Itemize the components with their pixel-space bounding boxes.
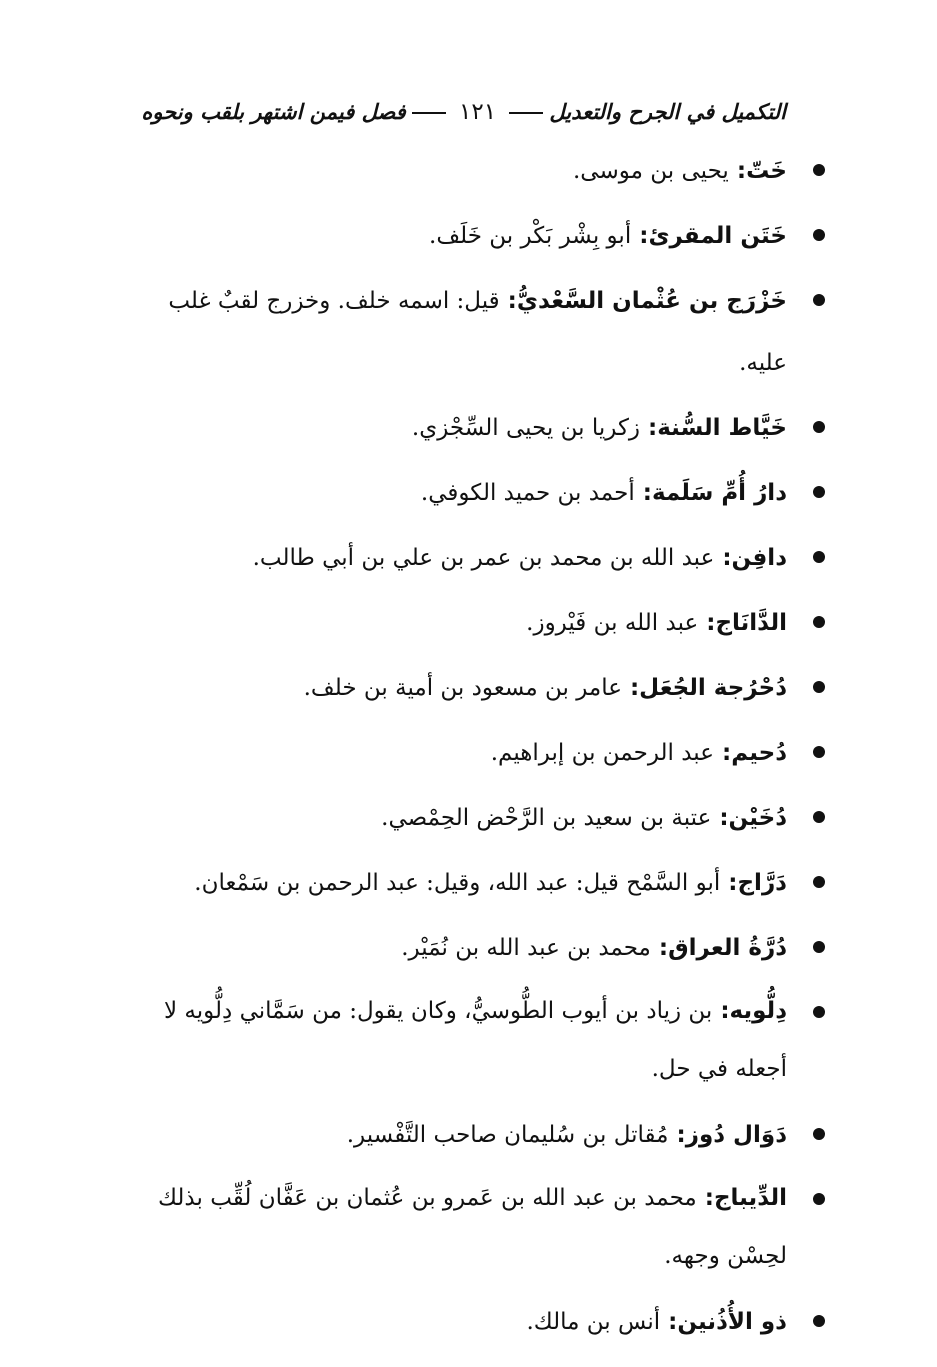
entry-item bbox=[125, 1291, 825, 1353]
entry-colon: : bbox=[720, 870, 738, 896]
entry-definition: أحمد بن حميد الكوفي. bbox=[420, 480, 635, 506]
entry-colon: : bbox=[728, 158, 747, 184]
entry-definition: يحيى بن موسى. bbox=[572, 158, 729, 184]
page-number: ١٢١ bbox=[459, 99, 497, 125]
bullet-icon bbox=[813, 616, 825, 628]
entry-item bbox=[125, 917, 825, 979]
entry-definition: أبو السَّمْح قيل: عبد الله، وقيل: عبد الرحمن بن سَمْعان. bbox=[194, 870, 721, 896]
entry-definition: عبد الرحمن بن إبراهيم. bbox=[490, 740, 714, 766]
entry-definition: محمد بن عبد الله بن نُمَيْر. bbox=[401, 935, 651, 961]
bullet-icon bbox=[813, 1006, 825, 1018]
entry-list bbox=[125, 140, 825, 1356]
entry-term: ذو الأُذُنين bbox=[677, 1309, 787, 1335]
entry-colon: : bbox=[640, 415, 658, 441]
header-dash-right bbox=[509, 112, 543, 114]
entry-term: دَوَال دُوز bbox=[685, 1122, 787, 1148]
entry-term: دُخَيْن bbox=[728, 805, 787, 831]
bullet-icon bbox=[813, 811, 825, 823]
entry-term: دِلُّويه bbox=[729, 998, 787, 1024]
entry-item bbox=[125, 205, 825, 267]
entry-definition: بن زياد بن أيوب الطُّوسيُّ، وكان يقول: من سَمَّاني دِلُّويه لا أجعله في حل. bbox=[164, 998, 787, 1082]
entry-colon: : bbox=[634, 480, 652, 506]
entry-colon: : bbox=[698, 610, 716, 636]
entry-term: دارُ أُمِّ سَلَمة bbox=[651, 480, 787, 506]
entry-definition: عبد الله بن فَيْروز. bbox=[526, 610, 699, 636]
entry-item bbox=[125, 852, 825, 914]
bullet-icon bbox=[813, 746, 825, 758]
entry-colon: : bbox=[660, 1309, 678, 1335]
entry-item bbox=[125, 657, 825, 719]
running-header bbox=[141, 92, 786, 132]
entry-colon: : bbox=[714, 545, 732, 571]
entry-colon: : bbox=[711, 805, 729, 831]
entry-term: دُرَّةُ العراق bbox=[668, 935, 787, 961]
entry-term: دَرَّاج bbox=[737, 870, 787, 896]
header-dash-left bbox=[412, 112, 446, 114]
entry-item bbox=[125, 140, 825, 202]
entry-colon: : bbox=[499, 288, 517, 314]
entry-definition: أنس بن مالك. bbox=[526, 1309, 661, 1335]
entry-definition: قيل: اسمه خلف. وخزرج لقبٌ غلب عليه. bbox=[168, 288, 787, 376]
entry-item bbox=[125, 527, 825, 589]
entry-term: دافِن bbox=[731, 545, 787, 571]
entry-colon: : bbox=[668, 1122, 686, 1148]
entry-colon: : bbox=[621, 675, 640, 701]
entry-definition: محمد بن عبد الله بن عَمرو بن عُثمان بن عَفَّان لُقِّب بذلك لحِسْن وجهه. bbox=[158, 1185, 787, 1269]
entry-colon: : bbox=[631, 223, 649, 249]
bullet-icon bbox=[813, 486, 825, 498]
entry-term: دُحيم bbox=[731, 740, 787, 766]
entry-item bbox=[125, 1169, 825, 1285]
bullet-icon bbox=[813, 1315, 825, 1327]
entry-term: خَتَن المقرئ bbox=[648, 223, 787, 249]
entry-term: الدَّانَاج bbox=[715, 610, 787, 636]
entry-colon: : bbox=[696, 1185, 714, 1211]
entry-definition: أبو بِشْر بَكْر بن خَلَف. bbox=[429, 223, 632, 249]
bullet-icon bbox=[813, 294, 825, 306]
section-title: فصل فيمن اشتهر بلقب ونحوه bbox=[141, 100, 406, 124]
header-center bbox=[406, 99, 550, 125]
bullet-icon bbox=[813, 941, 825, 953]
entry-colon: : bbox=[712, 998, 730, 1024]
entry-term: خَزْرَج بن عُثْمان السَّعْديُّ bbox=[516, 288, 787, 314]
entry-term: خَتّ bbox=[746, 158, 787, 184]
entry-term: خَيَّاط السُّنة bbox=[657, 415, 787, 441]
entry-item bbox=[125, 397, 825, 459]
bullet-icon bbox=[813, 876, 825, 888]
entry-item bbox=[125, 787, 825, 849]
bullet-icon bbox=[813, 229, 825, 241]
bullet-icon bbox=[813, 421, 825, 433]
entry-item bbox=[125, 722, 825, 784]
book-title: التكميل في الجرح والتعديل bbox=[549, 100, 786, 124]
entry-colon: : bbox=[713, 740, 732, 766]
entry-definition: زكريا بن يحيى السِّجْزي. bbox=[411, 415, 641, 441]
entry-definition: عامر بن مسعود بن أمية بن خلف. bbox=[303, 675, 622, 701]
bullet-icon bbox=[813, 164, 825, 176]
entry-colon: : bbox=[650, 935, 669, 961]
entry-definition: عبد الله بن محمد بن عمر بن علي بن أبي طالب. bbox=[252, 545, 715, 571]
entry-item bbox=[125, 592, 825, 654]
entry-item bbox=[125, 1104, 825, 1166]
entry-definition: عتبة بن سعيد بن الرَّحْض الحِمْصي. bbox=[381, 805, 712, 831]
bullet-icon bbox=[813, 681, 825, 693]
entry-item bbox=[125, 270, 825, 394]
entry-term: دُحْرُجة الجُعَل bbox=[639, 675, 787, 701]
entry-item bbox=[125, 982, 825, 1098]
entry-item bbox=[125, 462, 825, 524]
bullet-icon bbox=[813, 1128, 825, 1140]
bullet-icon bbox=[813, 1193, 825, 1205]
bullet-icon bbox=[813, 551, 825, 563]
entry-term: الدِّيباج bbox=[713, 1185, 787, 1211]
entry-definition: مُقاتل بن سُليمان صاحب التَّفْسير. bbox=[346, 1122, 669, 1148]
